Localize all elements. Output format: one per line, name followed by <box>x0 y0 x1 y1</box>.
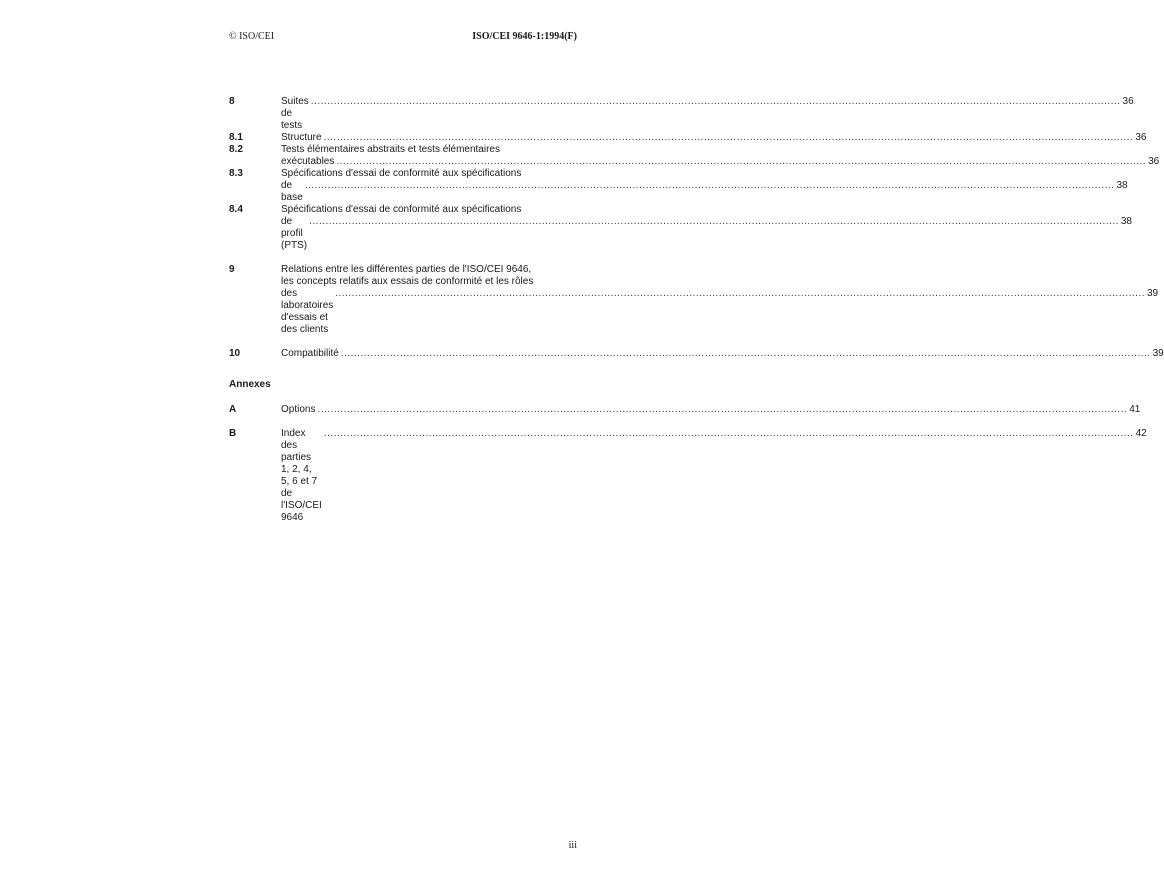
toc-entry <box>229 168 1128 204</box>
toc-page: 39 <box>1152 348 1164 359</box>
table-of-contents <box>229 96 1164 524</box>
annex-page: 41 <box>1129 404 1141 415</box>
toc-title-cont: exécutables <box>281 156 335 167</box>
toc-number: 8.2 <box>229 144 243 155</box>
toc-title: Tests élémentaires abstraits et tests élémentaires <box>281 144 500 155</box>
annex-entry <box>229 428 1147 524</box>
toc-number: 8.1 <box>229 132 243 143</box>
toc-number: 9 <box>229 264 235 275</box>
toc-title: Structure <box>281 132 322 143</box>
toc-number: 10 <box>229 348 241 359</box>
toc-page: 36 <box>1135 132 1147 143</box>
toc-title-cont: des laboratoires d'essais et des clients <box>281 288 334 335</box>
toc-entry <box>229 204 1132 252</box>
toc-entry <box>229 264 1159 336</box>
toc-page: 36 <box>1148 156 1160 167</box>
leader-dots <box>309 216 1119 228</box>
footer-page-number: iii <box>568 840 577 851</box>
leader-dots <box>335 288 1145 300</box>
leader-dots <box>305 180 1115 192</box>
annex-title: Options <box>281 404 316 415</box>
annex-entry <box>229 404 1141 416</box>
header-copyright: © ISO/CEI <box>229 31 275 42</box>
annex-title: Index des parties 1, 2, 4, 5, 6 et 7 de l'ISO/CEI 9646 <box>281 428 322 523</box>
toc-title: Spécifications d'essai de conformité aux spécifications <box>281 168 522 179</box>
toc-title-cont: les concepts relatifs aux essais de conformité et les rôles <box>281 276 534 287</box>
toc-title: Suites de tests <box>281 96 309 131</box>
leader-dots <box>336 156 1146 168</box>
toc-page: 36 <box>1122 96 1134 107</box>
toc-title: Spécifications d'essai de conformité aux spécifications <box>281 204 522 215</box>
toc-entry <box>229 144 1160 168</box>
toc-page: 38 <box>1120 216 1132 227</box>
toc-title-cont: de profil (PTS) <box>281 216 308 251</box>
annexes-heading: Annexes <box>229 379 271 390</box>
leader-dots <box>341 348 1151 360</box>
toc-title: Compatibilité <box>281 348 339 359</box>
toc-entry <box>229 96 1134 132</box>
toc-number: 8 <box>229 96 235 107</box>
annex-page: 42 <box>1135 428 1147 439</box>
toc-entry <box>229 348 1164 360</box>
leader-dots <box>317 404 1127 416</box>
toc-page: 38 <box>1116 180 1128 191</box>
annex-letter: A <box>229 404 237 415</box>
toc-entry <box>229 132 1147 144</box>
toc-title-cont: de base <box>281 180 303 203</box>
toc-number: 8.3 <box>229 168 243 179</box>
leader-dots <box>324 428 1134 440</box>
header-standard-id: ISO/CEI 9646-1:1994(F) <box>472 31 577 42</box>
toc-page: 39 <box>1147 288 1159 299</box>
leader-dots <box>324 132 1134 144</box>
toc-title: Relations entre les différentes parties de l'ISO/CEI 9646, <box>281 264 532 275</box>
toc-number: 8.4 <box>229 204 243 215</box>
leader-dots <box>311 96 1121 108</box>
annex-letter: B <box>229 428 237 439</box>
